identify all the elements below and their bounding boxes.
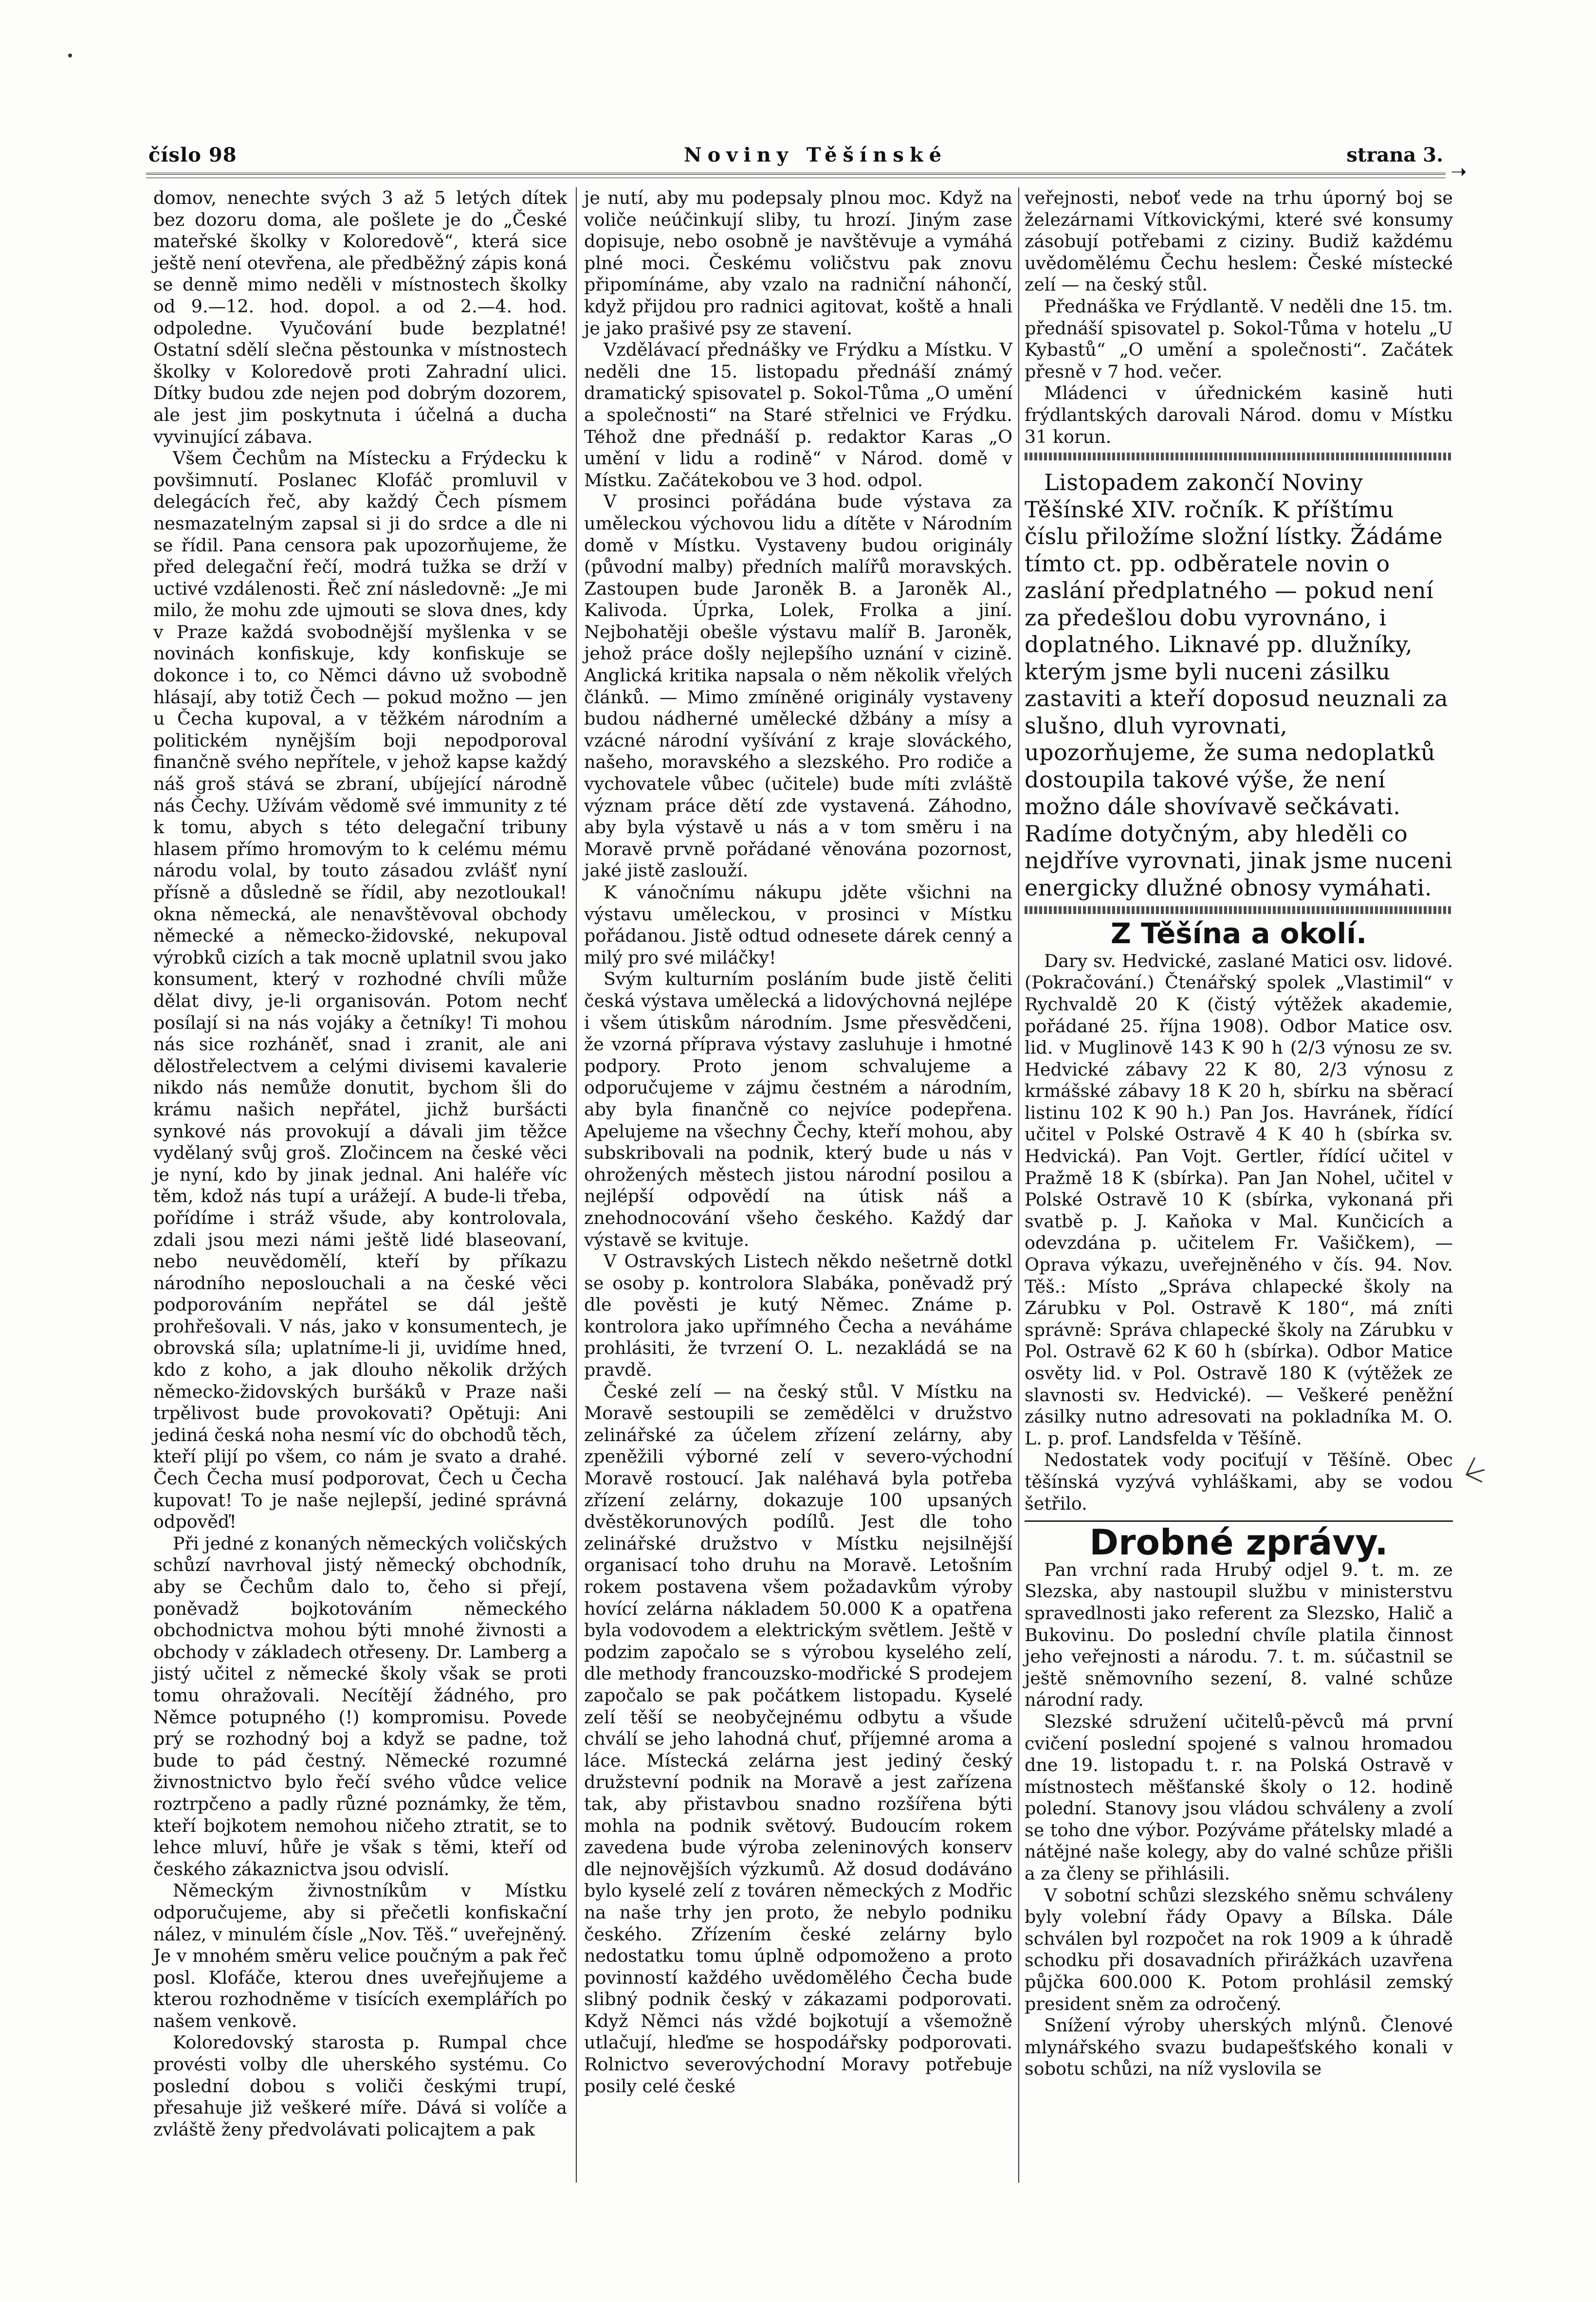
article-paragraph: V sobotní schůzi slezského sněmu schváleny byly volební řády Opavy a Bílska. Dále schválen byl rozpočet na rok 1909 a k úhradě schodku při dosavadních přirážkách uzavřena půjčka 600.000 K. Potom prohlásil zemský president sněm za odročený.	[1025, 1884, 1453, 2014]
article-paragraph: je nutí, aby mu podepsaly plnou moc. Když na voliče neúčinkují sliby, tu hrozí. Jiným zase dopisuje, nebo osobně je navštěvuje a vymáhá plné moci. Českému voličstvu pak znovu připomínáme, aby vzalo na radniční náhončí, když přijdou pro radnici agitovat, koště a hnali je jako prašivé psy ze stavení.	[584, 187, 1012, 339]
notice-text: Listopadem zakončí Noviny Těšínské XIV. ročník. K příštímu číslu přiložíme složní lístky. Žádáme tímto ct. pp. odběratele novin o zaslání předplatného — pokud není za předešlou dobu vyrovnáno, i doplatného. Liknavé pp. dlužníky, kterým jsme byli nuceni zásilku zastaviti a kteří doposud neuznali za slušno, dluh vyrovnati, upozorňujeme, že suma nedoplatků dostoupila takové výše, že není možno dále shovívavě sečkávati. Radíme dotyčným, aby hleděli co nejdříve vyrovnati, jinak jsme nuceni energicky dlužné obnosy vymáhati.	[1025, 469, 1453, 901]
article-paragraph: Slezské sdružení učitelů-pěvců má první cvičení poslední spojené s valnou hromadou dne 19. listopadu t. r. na Polská Ostravě v místnostech měšťanské školy o 12. hodině polední. Stanovy jsou vládou schváleny a zvolí se toho dne výbor. Pozýváme přátelsky mladé a nátějné naše kolegy, aby do valné schůze přišli a za členy se přihlásili.	[1025, 1711, 1453, 1884]
article-paragraph: Koloredovský starosta p. Rumpal chce provésti volby dle uherského systému. Co poslední dobou s voliči českými trupí, přesahuje již veškeré míře. Dává si volíče a zvláště ženy předvolávati policajtem a pak	[153, 2032, 567, 2140]
article-paragraph: domov, nenechte svých 3 až 5 letých dítek bez dozoru doma, ale pošlete je do „České mateřské školky v Koloredově“, která sice ještě není otevřena, ale předběžný zápis koná se denně mimo neděli v místnostech školky od 9.—12. hod. dopol. a od 2.—4. hod. odpoledne. Vyučování bude bezplatné! Ostatní sdělí slečna pěstounka v místnostech školky v Koloredově proti Zahradní ulici. Dítky budou zde nejen pod dobrým dozorem, ale jest jim poskytnuta i účelná a ducha vyvinující zábava.	[153, 187, 567, 447]
article-paragraph: K vánočnímu nákupu jděte všichni na výstavu uměleckou, v prosinci v Místku pořádanou. Jistě odtud odnesete dárek cenný a milý pro své miláčky!	[584, 882, 1012, 968]
article-paragraph: Svým kulturním posláním bude jistě čeliti česká výstava umělecká a lidovýchovná nejlépe i všem útiskům národním. Jsme přesvědčeni, že vzorná příprava výstavy zasluhuje i hmotné podpory. Proto jenom schvalujeme a odporučujeme v zájmu čestném a národním, aby byla finančně co nejvíce podepřena. Apelujeme na všechny Čechy, kteří mohou, aby subskribovali na podnik, který bude u nás v ohrožených městech jistou národní posilou a nejlépší odpovědí na útisk náš a znehodnocování všeho českého. Každý dar výstavě se kvituje.	[584, 968, 1012, 1250]
column-3	[1025, 187, 1453, 2080]
article-paragraph: Mládenci v úřednickém kasině huti frýdlantských darovali Národ. domu v Místku 31 korun.	[1025, 383, 1453, 447]
article-paragraph: České zelí — na český stůl. V Místku na Moravě sestoupili se zemědělci v družstvo zelinářské za účelem zřízení zelárny, aby zpeněžili výborné zelí v severo-východní Moravě rostoucí. Jak naléhavá byla potřeba zřízení zelárny, dokazuje 100 upsaných dvěstěkorunových podílů. Jest dle toho zelinářské družstvo v Místku nejsilnější organisací toho druhu na Moravě. Letošním rokem postavena všem požadavkům výroby hovící zelárna nákladem 50.000 K a opatřena byla vodovodem a elektrickým světlem. Ještě v podzim započalo se s výrobou kyselého zelí, dle methody francouzsko-modřické S prodejem započalo se pak počátkem listopadu. Kyselé zelí těší se neobyčejnému odbytu a všude chválí se jeho lahodná chuť, příjemné aroma a láce. Místecká zelárna jest jediný český družstevní podnik na Moravě a jest zařízena tak, aby přistavbou snadno rozšířena býti mohla na podnik světový. Budoucím rokem zavedena bude výroba zeleninových konserv dle nejnovějších výzkumů. Až dosud dodáváno bylo kyselé zelí z továren německých z Modřic na naše trhy jen proto, že nebylo podniku českého. Zřízením české zelárny bylo nedostatku tomu úplně odpomoženo a proto povinností každého uvědomělého Čecha bude slibný podnik český v zákazami podporovati. Když Němci nás vždé bojkotují a všemožně utlačují, hleďme se hospodářsky podporovati. Rolnictvo severovýchodní Moravy potřebuje posily celé české	[584, 1381, 1012, 2097]
page-number: strana 3.	[1346, 144, 1443, 166]
header-rule	[146, 173, 1446, 178]
issue-number: číslo 98	[148, 144, 237, 166]
article-paragraph: Vzdělávací přednášky ve Frýdku a Místku. V neděli dne 15. listopadu přednáší známý dramatický spisovatel p. Sokol-Tůma „O umění a společnosti“ na Staré střelnici ve Frýdku. Téhož dne přednáší p. redaktor Karas „O umění v lidu a rodině“ v Národ. domě v Místku. Začátekobou ve 3 hod. odpol.	[584, 339, 1012, 491]
article-paragraph: Nedostatek vody pociťují v Těšíně. Obec těšínská vyzývá vyhláškami, aby se vodou šetřilo.	[1025, 1449, 1453, 1514]
article-paragraph: Všem Čechům na Místecku a Frýdecku k povšimnutí. Poslanec Klofáč promluvil v delegácích řeč, aby každý Čech písmem nesmazatelným zapsal si ji do srdce a dle ni se řídil. Pana censora pak upozorňujeme, že před delegační řečí, modrá tužka se drží v uctivé vzdálenosti. Řeč zní následovně: „Je mi milo, že mohu zde ujmouti se slova dnes, kdy v Praze každá svobodnější myšlenka v se novinách konfiskuje, kdy konfiskuje se dokonce i to, co Němci dávno už svobodně hlásají, aby totiž Čech — pokud možno — jen u Čecha kupoval, a v těžkém národním a politickém nynějším boji nepodporoval finančně svého nepřítele, v jehož kapse každý náš groš stává se zbraní, ubíjející národně nás Čechy. Užívám vědomě své immunity z té k tomu, abych s této delegační tribuny hlasem přímo hromovým to k celému mému národu volal, by touto zásadou zvlášť nyní přísně a důsledně se řídil, aby nezotloukal! okna německá, ale nenavštěvoval obchody německé a německo-židovské, nekupoval výrobků cizích a tak mocně uplatnil svou jako konsument, který v rozhodné chvíli může dělat divy, je-li organisován. Potom nechť posílají si na nás vojáky a četníky! Ti mohou nás sice rozháněť, snad i zranit, ale ani dělostřelectvem a celými divisemi kavalerie nikdo nás nemůže donutit, bychom šli do krámu našich nepřátel, jichž buršácti synkové nás provokují a dávali jim těžce vydělaný svůj groš. Zločincem na české věci je nyní, kdo by jinak jednal. Ani haléře víc těm, kdož nás tupí a urážejí. A bude-li třeba, pořídíme i stráž všude, aby kontrolovala, zdali jsou mezi námi ještě lidé blaseovaní, nebo neuvědomělí, kteří by příkazu národního neposlouchali a na české věci podporováním nepřátel se dál ještě prohřešovali. V nás, jako v konsumentech, je obrovská síla; uplatníme-li ji, uvidíme hned, kdo z koho, a jak dlouho několik držých německo-židovských buršáků v Praze naši trpělivost bude provokovati? Opětuji: Ani jediná česká noha nesmí víc do obchodů těch, kteří plijí po všem, co nám je svato a drahé. Čech Čecha musí podporovat, Čech u Čecha kupovat! To je naše nejlepší, jediné správná odpověď!	[153, 448, 567, 1533]
subscription-notice	[1025, 469, 1453, 901]
ornamental-rule	[1025, 453, 1453, 460]
arrow-mark-icon: ➝	[1450, 161, 1467, 183]
handwritten-mark-icon	[1458, 1455, 1487, 1489]
ornamental-rule	[1025, 906, 1453, 914]
article-paragraph: Dary sv. Hedvické, zaslané Matici osv. lidové. (Pokračování.) Čtenářský spolek „Vlastimil“ v Rychvaldě 20 K (čistý výtěžek akademie, pořádané 25. října 1908). Odbor Matice osv. lid. v Muglinově 143 K 90 h (2/3 výnosu ze sv. Hedvické zábavy 22 K 80, 2/3 výnosu z krmášské zábavy 18 K 20 h, sbírku na sběrací listinu 102 K 90 h.) Pan Jos. Havránek, řídící učitel v Polské Ostravě 4 K 40 h (sbírka sv. Hedvická). Pan Vojt. Gertler, řídící učitel v Pražmě 18 K (sbírka). Pan Jan Nohel, učitel v Polské Ostravě 10 K (sbírka, vykonaná při svatbě p. J. Kaňoka v Mal. Kunčicích a odevzdána p. učitelem Fr. Vašičkem), — Oprava výkazu, uveřejněného v čís. 94. Nov. Těš.: Místo „Správa chlapecké školy na Zárubku v Pol. Ostravě K 180“, má zníti správně: Správa chlapecké školy na Zárubku v Pol. Ostravě 62 K 60 h (sbírka). Odbor Matice osvěty lid. v Pol. Ostravě 180 K (výtěžek ze slavnosti sv. Hedvické). — Veškeré peněžní zásilky nutno adresovati na pokladníka M. O. L. p. prof. Landsfelda v Těšíně.	[1025, 950, 1453, 1449]
article-paragraph: V prosinci pořádána bude výstava za uměleckou výchovou lidu a dítěte v Národním domě v Místku. Vystaveny budou originály (původní malby) předních malířů moravských. Zastoupen bude Jaroněk B. a Jaroněk Al., Kalivoda. Úprka, Lolek, Frolka a jiní. Nejbohatěji obešle výstavu malíř B. Jaroněk, jehož práce došly nejlepšího uznání v cizině. Anglická kritika napsala o něm několik vřelých článků. — Mimo zmíněné originály vystaveny budou nádherné umělecké džbány a mísy a vzácné národní vyšívání z kraje slováckého, našeho, moravského a slezského. Pro rodiče a vychovatele vůbec (učitele) bude míti zvláště význam práce dětí zde vystavená. Záhodno, aby byla výstavě u nás a v tom směru i na Moravě prvně pořádané věnována pozornost, jaké jistě zaslouží.	[584, 491, 1012, 881]
column-2	[584, 187, 1012, 2097]
section-heading: Drobné zprávy.	[1089, 1522, 1388, 1563]
section-heading: Z Těšína a okolí.	[1110, 917, 1367, 950]
page-speck	[68, 54, 72, 57]
article-paragraph: Pan vrchní rada Hrubý odjel 9. t. m. ze Slezska, aby nastoupil službu v ministerstvu spravedlnosti jako referent za Slezsko, Halič a Bukovinu. Do poslední chvíle platila činnost jeho veřejnosti a národu. 7. t. m. súčastnil se ještě sněmovního sezení, 8. valné schůze národní rady.	[1025, 1559, 1453, 1711]
column-1	[153, 187, 567, 2140]
article-paragraph: veřejnosti, neboť vede na trhu úporný boj se železárnami Vítkovickými, které své konsumy zásobují potřebami z ciziny. Budiž každému uvědomělému Čechu heslem: České místecké zelí — na český stůl.	[1025, 187, 1453, 295]
article-paragraph: Německým živnostníkům v Místku odporučujeme, aby si přečetli konfiskační nález, v minulém čísle „Nov. Těš.“ uveřejněný. Je v mnohém směru velice poučným a pak řeč posl. Klofáče, kterou dnes uveřejňujeme a kterou rozhodněme v tisících exemplářích po našem venkově.	[153, 1880, 567, 2031]
column-divider	[1018, 187, 1019, 2183]
article-paragraph: Snížení výroby uherských mlýnů. Členové mlynářského svazu budapešťského konali v sobotu schůzi, na níž vyslovila se	[1025, 2015, 1453, 2080]
newspaper-title: Noviny Těšínské	[684, 144, 948, 166]
article-paragraph: V Ostravských Listech někdo nešetrně dotkl se osoby p. kontrolora Slabáka, poněvadž prý dle pověsti je kutý Němec. Známe p. kontrolora jako upřímného Čecha a neváháme prohlásiti, že tvrzení O. L. nezakládá se na pravdě.	[584, 1251, 1012, 1381]
column-divider	[576, 187, 577, 2183]
article-paragraph: Při jedné z konaných německých voličských schůzí navrhoval jistý německý obchodník, aby se Čechům dalo to, čeho si přejí, poněvadž bojkotováním německého obchodnictva mohou býti mnohé živnosti a obchody v základech otřeseny. Dr. Lamberg a jistý učitel z německé školy však se proti tomu ohražovali. Necítějí žádného, pro Němce potupného (!) kompromisu. Povede prý se rozhodný boj a když se padne, tož bude to pád čestný. Německé rozumné živnostnictvo bylo řečí svého vůdce velice roztrpčeno a padly různé poznámky, že těm, kteří bojkotem nemohou ničeho ztratit, se to lehce mluví, hůře je však s těmi, kteří od českého zákaznictva jsou odvislí.	[153, 1533, 568, 1880]
article-paragraph: Přednáška ve Frýdlantě. V neděli dne 15. tm. přednáší spisovatel p. Sokol-Tůma v hotelu „U Kybastů“ „O umění a společnosti“. Začátek přesně v 7 hod. večer.	[1025, 295, 1453, 382]
